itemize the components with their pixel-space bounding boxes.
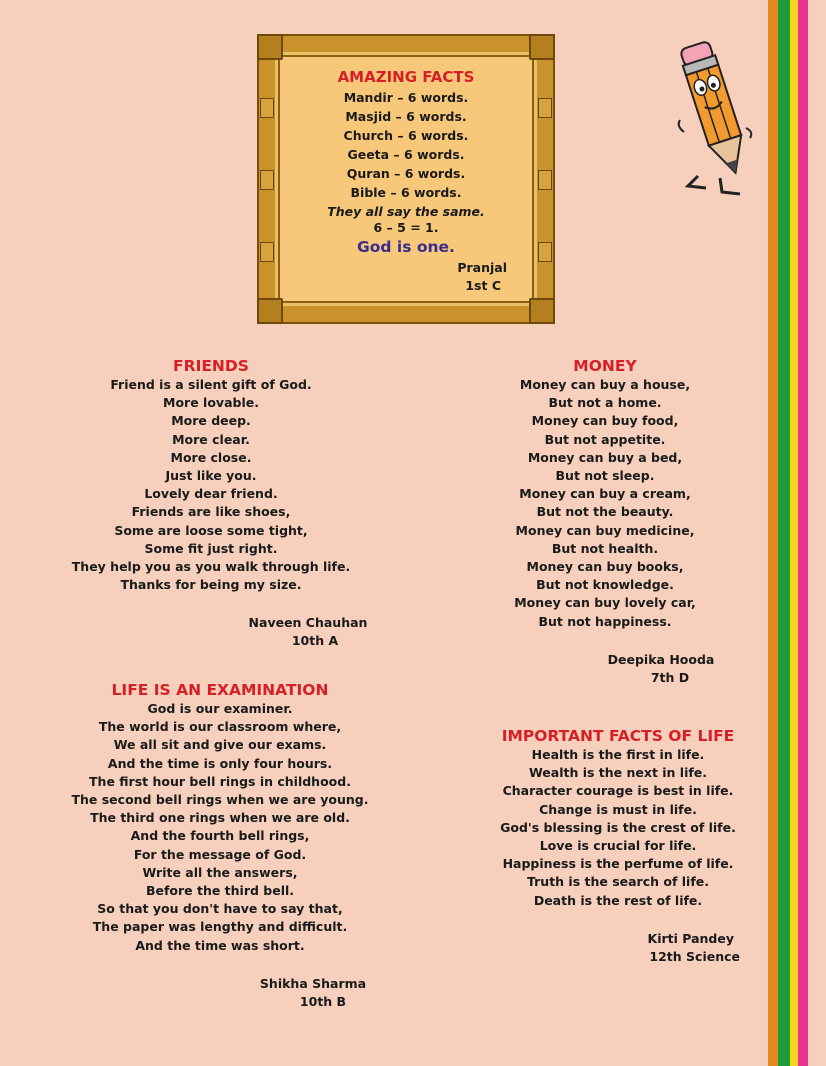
poem-line: Some are loose some tight, xyxy=(114,522,308,538)
life-examination-poem xyxy=(70,680,370,955)
god-is-one-line: God is one. xyxy=(357,238,455,256)
important-facts-poem xyxy=(500,726,736,910)
poem-line: Happiness is the perfume of life. xyxy=(502,856,734,872)
poem-line: For the message of God. xyxy=(133,846,307,862)
frame-bolt xyxy=(260,170,274,190)
poem-line: But not sleep. xyxy=(555,468,655,484)
important-facts-title: IMPORTANT FACTS OF LIFE xyxy=(501,727,735,745)
poem-line: The world is our classroom where, xyxy=(98,719,342,735)
frame-corner xyxy=(529,34,555,60)
fact-line: Geeta – 6 words. xyxy=(347,147,465,162)
life-author-block xyxy=(258,975,368,1011)
poem-line: But not health. xyxy=(551,540,659,556)
frame-bolt xyxy=(538,98,552,118)
life-examination-title: LIFE IS AN EXAMINATION xyxy=(111,681,329,699)
poem-line: Health is the first in life. xyxy=(531,747,705,762)
stripe-pink xyxy=(798,0,808,1066)
poem-line: Money can buy lovely car, xyxy=(514,595,696,611)
poem-line: But not the beauty. xyxy=(536,504,674,520)
stripe-margin xyxy=(808,0,826,1066)
poem-line: Some fit just right. xyxy=(144,540,278,556)
poem-line: God's blessing is the crest of life. xyxy=(500,819,736,835)
poem-line: We all sit and give our exams. xyxy=(113,737,327,753)
poem-line: Death is the rest of life. xyxy=(533,892,703,908)
important-author: Kirti Pandey xyxy=(647,931,734,946)
poem-line: But not a home. xyxy=(548,395,662,411)
frame-corner xyxy=(257,34,283,60)
poem-line: Thanks for being my size. xyxy=(120,577,302,593)
poem-line: More clear. xyxy=(172,431,250,447)
stripe-orange xyxy=(768,0,778,1066)
poem-line: Money can buy food, xyxy=(531,413,679,429)
poem-line: Money can buy a cream, xyxy=(519,486,691,502)
poem-line: And the time was short. xyxy=(135,937,305,953)
poem-line: God is our examiner. xyxy=(147,701,293,716)
money-poem xyxy=(500,356,710,631)
fact-italic-line: They all say the same. xyxy=(327,204,485,219)
important-author-block xyxy=(640,930,740,966)
amazing-facts-title: AMAZING FACTS xyxy=(337,68,475,86)
poem-line: More deep. xyxy=(171,413,251,429)
frame-bolt xyxy=(260,98,274,118)
stripe-yellow xyxy=(790,0,798,1066)
fact-line: Mandir – 6 words. xyxy=(343,90,469,105)
fact-line: Masjid – 6 words. xyxy=(345,109,467,124)
poem-line: The first hour bell rings in childhood. xyxy=(89,773,351,789)
poem-line: Money can buy medicine, xyxy=(515,522,695,538)
pencil-cartoon-icon xyxy=(676,36,756,202)
facts-class: 1st C xyxy=(465,278,501,293)
poem-line: So that you don't have to say that, xyxy=(97,901,343,917)
poem-line: But not appetite. xyxy=(544,431,666,447)
money-class: 7th D xyxy=(650,670,690,686)
poem-line: Money can buy books, xyxy=(526,559,684,575)
poem-line: Character courage is best in life. xyxy=(502,783,734,799)
poem-line: Wealth is the next in life. xyxy=(528,765,708,781)
friends-class: 10th A xyxy=(291,633,339,649)
poem-line: Write all the answers, xyxy=(142,864,298,880)
facts-author: Pranjal xyxy=(457,260,507,275)
amazing-facts-frame xyxy=(259,36,553,322)
money-author-block xyxy=(606,651,716,687)
fact-line: Quran – 6 words. xyxy=(346,166,466,181)
life-author: Shikha Sharma xyxy=(259,976,367,991)
friends-title: FRIENDS xyxy=(173,357,249,375)
friends-poem xyxy=(60,356,362,594)
poem-line: More close. xyxy=(170,449,252,465)
friends-author-block xyxy=(248,614,368,650)
poem-line: Friends are like shoes, xyxy=(131,504,291,520)
poem-line: Lovely dear friend. xyxy=(144,486,278,502)
frame-corner xyxy=(529,298,555,324)
fact-equation: 6 – 5 = 1. xyxy=(373,220,439,235)
poem-line: And the time is only four hours. xyxy=(107,755,333,771)
poem-line: But not knowledge. xyxy=(536,577,674,593)
important-class: 12th Science xyxy=(649,949,740,965)
frame-bolt xyxy=(538,170,552,190)
money-author: Deepika Hooda xyxy=(607,652,715,667)
poem-line: Friend is a silent gift of God. xyxy=(110,377,312,392)
amazing-facts-content xyxy=(275,68,537,295)
poem-line: But not happiness. xyxy=(538,613,672,629)
stripe-green xyxy=(778,0,790,1066)
poem-line: Just like you. xyxy=(165,468,257,484)
fact-line: Church – 6 words. xyxy=(343,128,469,143)
poem-line: Money can buy a house, xyxy=(519,377,691,392)
poem-line: Money can buy a bed, xyxy=(527,449,683,465)
side-stripes xyxy=(768,0,826,1066)
frame-bolt xyxy=(260,242,274,262)
poem-line: The second bell rings when we are young. xyxy=(71,792,369,808)
poem-line: Change is must in life. xyxy=(539,801,697,817)
poem-line: And the fourth bell rings, xyxy=(130,828,310,844)
frame-bolt xyxy=(538,242,552,262)
poem-line: The third one rings when we are old. xyxy=(90,810,350,826)
life-class: 10th B xyxy=(299,994,347,1010)
poem-line: They help you as you walk through life. xyxy=(71,559,351,575)
poem-line: More lovable. xyxy=(163,395,259,411)
poem-line: Before the third bell. xyxy=(145,883,295,899)
poem-line: Love is crucial for life. xyxy=(539,838,697,854)
friends-author: Naveen Chauhan xyxy=(248,615,368,630)
poem-line: Truth is the search of life. xyxy=(526,874,709,890)
fact-line: Bible – 6 words. xyxy=(350,185,462,200)
frame-corner xyxy=(257,298,283,324)
poem-line: The paper was lengthy and difficult. xyxy=(92,919,348,935)
money-title: MONEY xyxy=(573,357,637,375)
